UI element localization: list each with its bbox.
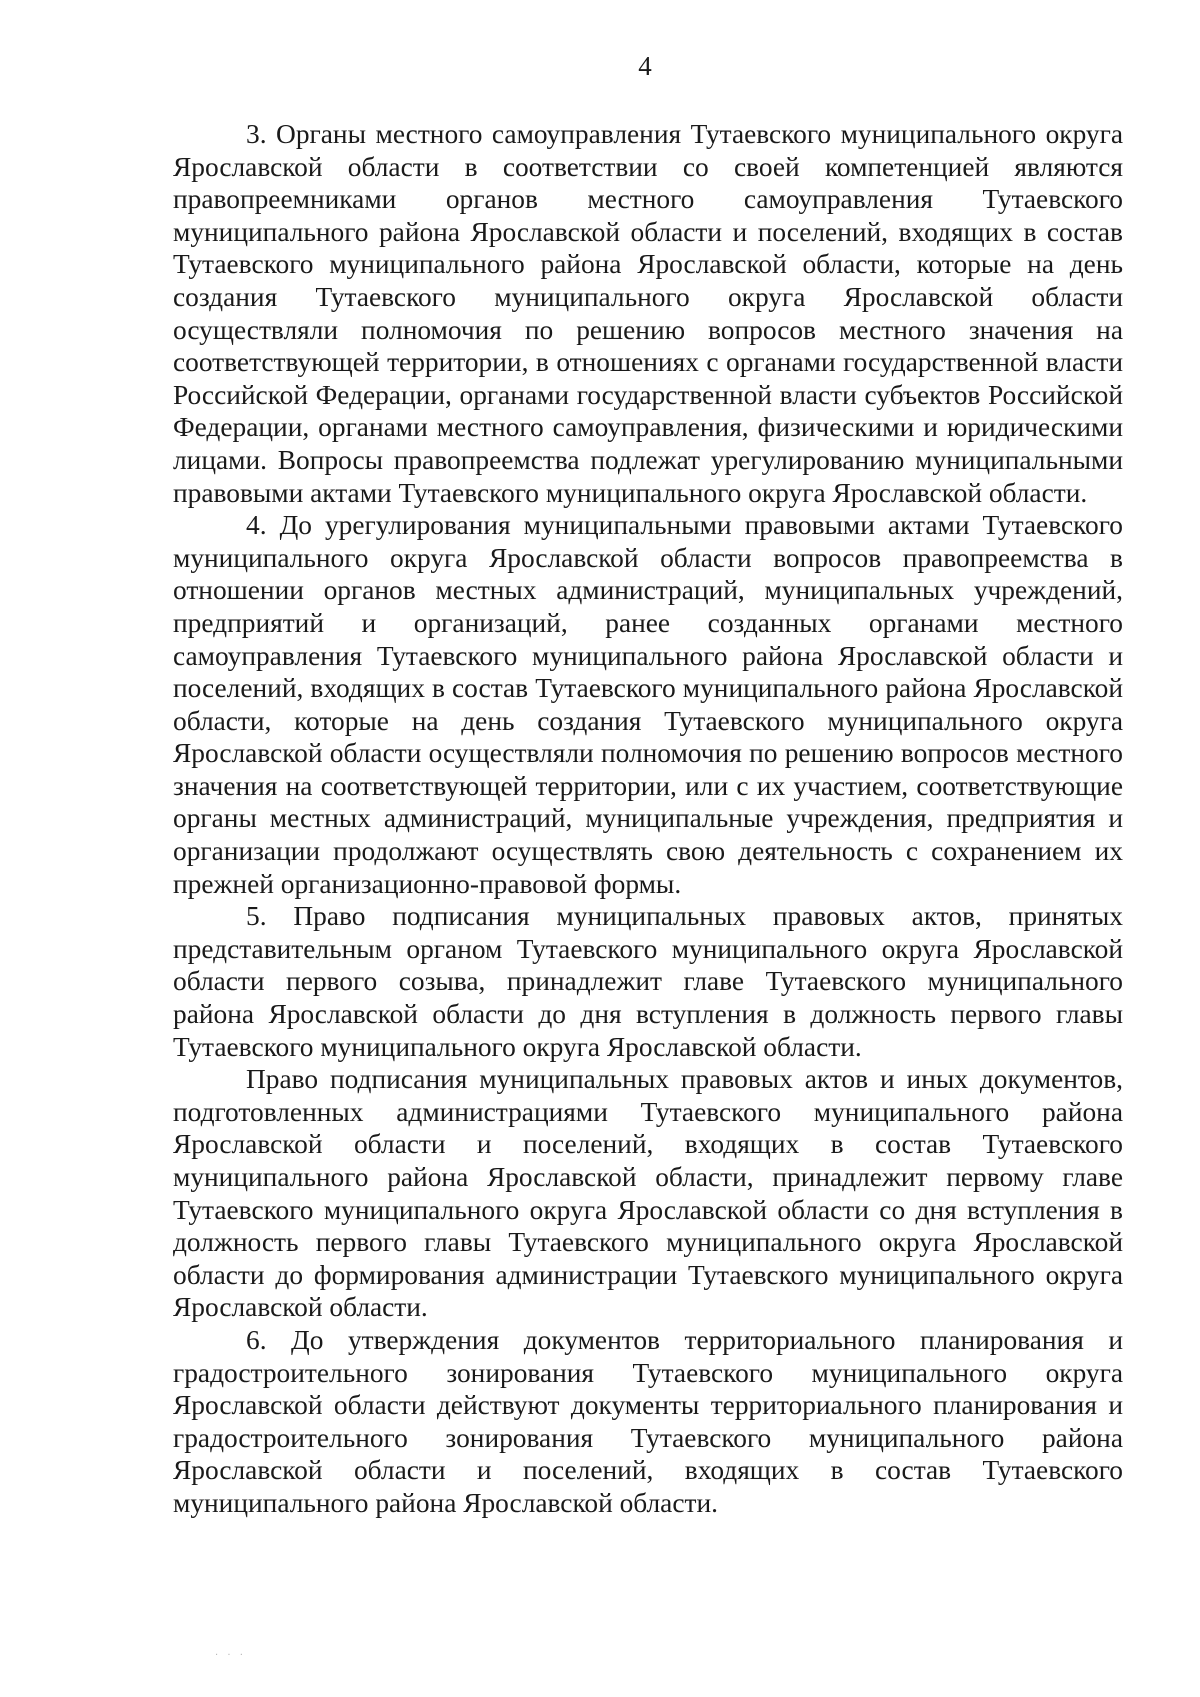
paragraph-6: 6. До утверждения документов территориального планирования и градостроительного зонирования Тутаевского муниципального округа Ярославской области действуют документы территориального планирования и градостроительного зонирования Тутаевского муниципального района Ярославской области и поселений, входящих в состав Тутаевского муниципального района Ярославской области. <box>173 1324 1123 1518</box>
paragraph-4: 4. До урегулирования муниципальными правовыми актами Тутаевского муниципального округа Ярославской области вопросов правопреемства в отношении органов местных администраций, муниципальных учреждений, предприятий и организаций, ранее созданных органами местного самоуправления Тутаевского муниципального района Ярославской области и поселений, входящих в состав Тутаевского муниципального района Ярославской области, которые на день создания Тутаевского муниципального округа Ярославской области осуществляли полномочия по решению вопросов местного значения на соответствующей территории, или с их участием, соответствующие органы местных администраций, муниципальные учреждения, предприятия и организации продолжают осуществлять свою деятельность с сохранением их прежней организационно-правовой формы. <box>173 510 1123 899</box>
scan-specks: · · · <box>215 1650 246 1661</box>
paragraph-5: 5. Право подписания муниципальных правовых актов, принятых представительным органом Тутаевского муниципального округа Ярославской области первого созыва, принадлежит главе Тутаевского муниципального района Ярославской области до дня вступления в должность первого главы Тутаевского муниципального округа Ярославской области. <box>173 901 1123 1062</box>
document-body <box>173 118 1123 1520</box>
page-number: 4 <box>638 51 652 81</box>
paragraph-5-continued: Право подписания муниципальных правовых актов и иных документов, подготовленных администрациями Тутаевского муниципального района Ярославской области и поселений, входящих в состав Тутаевского муниципального района Ярославской области, принадлежит первому главе Тутаевского муниципального округа Ярославской области со дня вступления в должность первого главы Тутаевского муниципального округа Ярославской области до формирования администрации Тутаевского муниципального округа Ярославской области. <box>173 1064 1123 1323</box>
paragraph-3: 3. Органы местного самоуправления Тутаевского муниципального округа Ярославской области в соответствии со своей компетенцией являются правопреемниками органов местного самоуправления Тутаевского муниципального района Ярославской области и поселений, входящих в состав Тутаевского муниципального района Ярославской области, которые на день создания Тутаевского муниципального округа Ярославской области осуществляли полномочия по решению вопросов местного значения на соответствующей территории, в отношениях с органами государственной власти Российской Федерации, органами государственной власти субъектов Российской Федерации, органами местного самоуправления, физическими и юридическими лицами. Вопросы правопреемства подлежат урегулированию муниципальными правовыми актами Тутаевского муниципального округа Ярославской области. <box>173 119 1123 508</box>
